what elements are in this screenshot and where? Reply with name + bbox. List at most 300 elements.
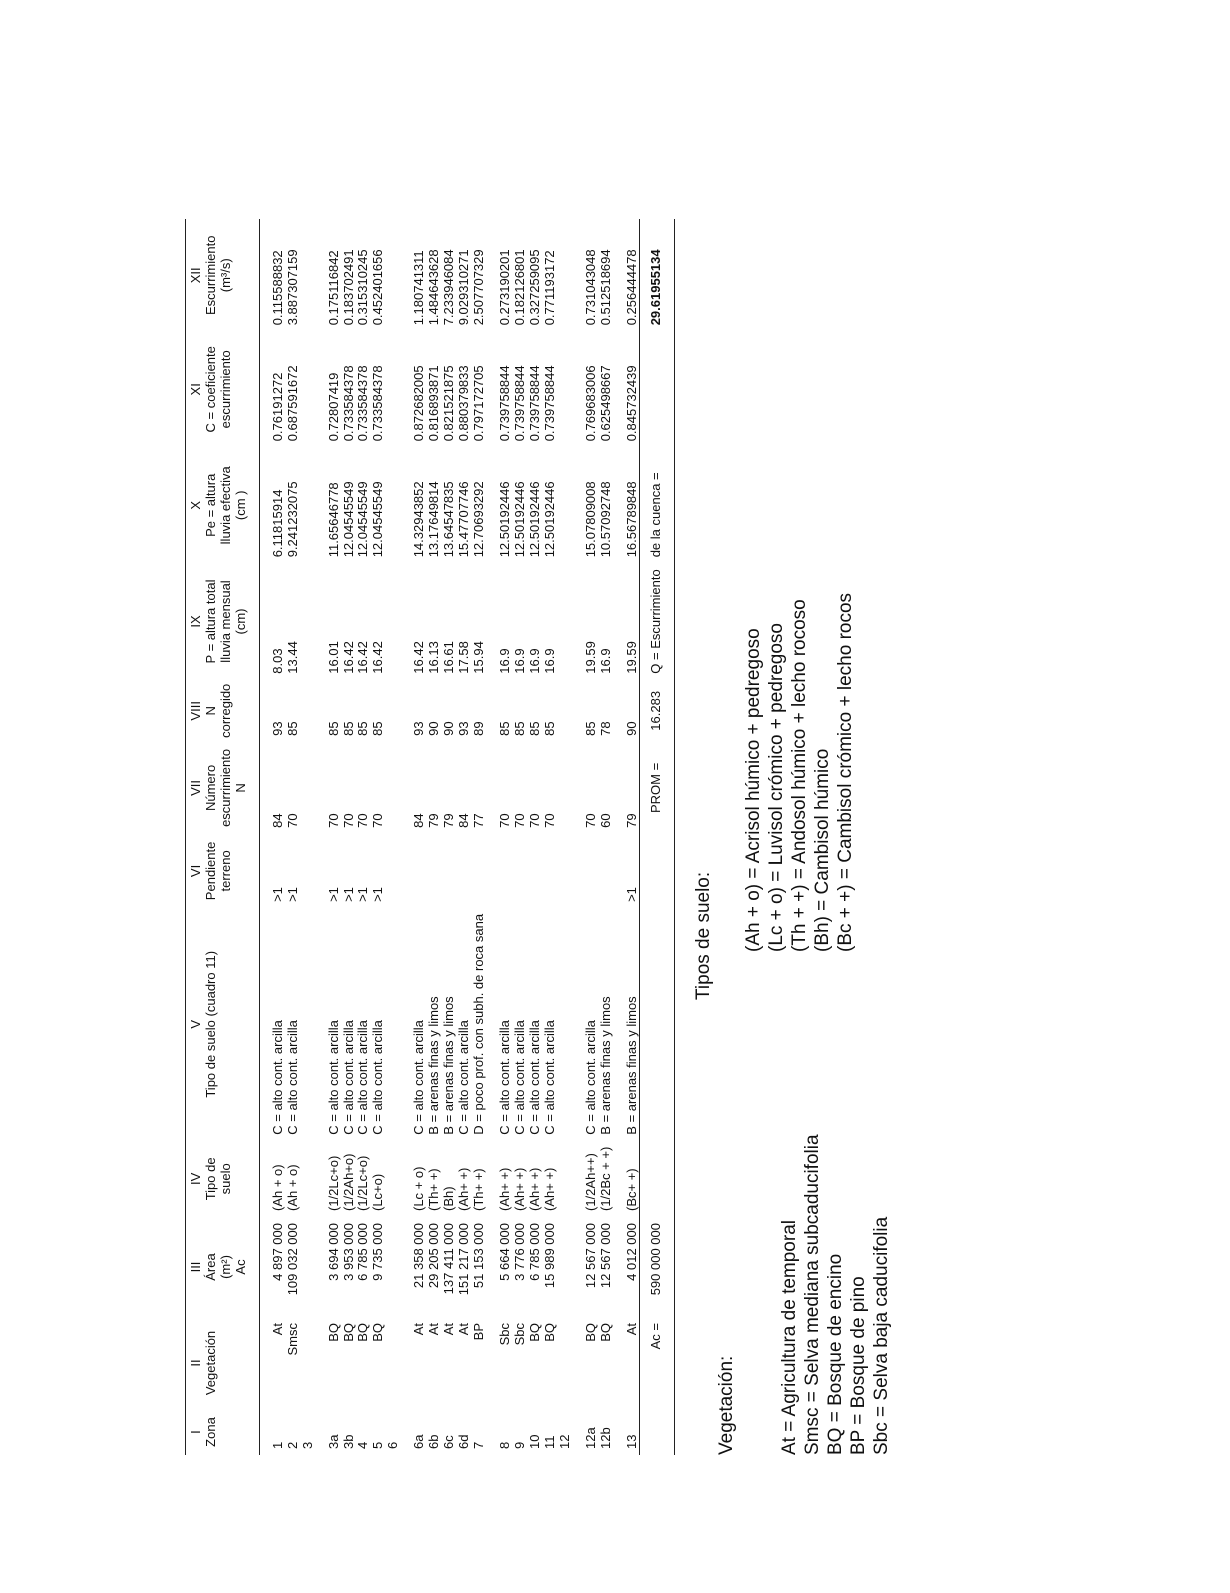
table-cell: BQ [582, 1323, 598, 1342]
group-spacer [614, 219, 625, 1455]
vegetation-legend-item: BQ = Bosque de encino [825, 1253, 847, 1455]
table-cell [386, 1217, 401, 1317]
table-cell: 0.771193172 [541, 250, 557, 326]
table-cell: 3.887307159 [284, 249, 300, 326]
table-cell: 70 [355, 813, 371, 828]
table-cell: 16.42 [411, 641, 427, 674]
legends [693, 155, 997, 1455]
table-cell: C = alto cont. arcilla [496, 1020, 512, 1135]
table-cell: 1 [269, 1441, 285, 1449]
table-cell: 70 [526, 813, 542, 828]
table-cell: 0.115588832 [269, 250, 285, 326]
table-cell: (1/2Bc + +) [597, 1146, 613, 1211]
table-cell: >1 [355, 887, 371, 902]
header-line: escurrimiento [217, 350, 233, 429]
table-cell: D = poco prof. con subh. de roca sana [471, 913, 486, 1135]
table-cell: 6.11815914 [269, 489, 285, 558]
table-cell: At [269, 1323, 285, 1336]
table-cell: 17.58 [456, 641, 472, 674]
table-cell: BQ [370, 1323, 386, 1342]
table-cell [498, 834, 513, 908]
table-cell: 70 [340, 813, 356, 828]
table-row [442, 219, 457, 1455]
table-cell: 85 [582, 721, 598, 736]
table-cell: 70 [325, 813, 341, 828]
table-cell: 29 205 000 [426, 1223, 442, 1289]
table-row [327, 219, 342, 1455]
table-cell: 16.42 [370, 641, 386, 674]
table-row [386, 219, 401, 1455]
table-cell: C = alto cont. arcilla [269, 1020, 285, 1135]
table-cell: 12.04545549 [355, 481, 371, 558]
table-cell: 9.241232075 [284, 481, 300, 558]
header-line: IX [188, 615, 203, 628]
table-cell: 77 [471, 813, 486, 828]
table-cell: 0.821521875 [441, 365, 457, 442]
header-line: V [188, 1019, 203, 1029]
table-cell [427, 834, 442, 908]
header-line: P = altura total [202, 579, 218, 664]
header-line: II [188, 1359, 203, 1367]
soil-legend-title: Tipos de suelo: [693, 871, 715, 1000]
table-cell: 19.59 [623, 641, 639, 674]
column-header [186, 908, 260, 1141]
table-cell: C = alto cont. arcilla [355, 1020, 371, 1135]
vegetation-legend-item: BP = Bosque de pino [848, 1276, 870, 1455]
header-line: Tipo de suelo (cuadro 11) [202, 950, 218, 1098]
table-cell: 0.816893871 [426, 365, 442, 442]
header-line: Pendiente [202, 841, 218, 901]
header-line: Zona [202, 1417, 218, 1447]
table-cell: 89 [471, 721, 486, 736]
table-row [528, 219, 543, 1455]
table-cell: 0.452401656 [370, 249, 386, 326]
table-cell: 85 [340, 721, 356, 736]
table-cell: 0.733584378 [355, 365, 371, 442]
table-cell: 4 012 000 [623, 1223, 639, 1281]
soil-legend [692, 593, 857, 1000]
table-cell [457, 834, 472, 908]
table-row [584, 219, 599, 1455]
header-line: (cm) [232, 608, 248, 635]
header-line: VII [188, 779, 203, 796]
table-cell [301, 219, 316, 331]
header-line: lluvia mensual [217, 580, 233, 663]
header-line: Número [202, 764, 218, 812]
table-row [286, 219, 301, 1455]
table-cell: 70 [541, 813, 557, 828]
table-cell: 0.79717270​5 [471, 365, 486, 442]
ac-label: Ac = [640, 1317, 675, 1455]
table-row [412, 219, 427, 1455]
table-cell: Sbc [496, 1323, 512, 1346]
table-cell: 16.9 [597, 648, 613, 674]
table-cell: 0.739758844 [496, 365, 512, 442]
table-cell: 11 [541, 1435, 557, 1449]
group-spacer [316, 219, 327, 1455]
table-cell [386, 680, 401, 742]
table-cell: 0.845732439 [623, 365, 639, 442]
table-cell [558, 742, 573, 834]
table-cell: 13.64547835 [441, 481, 457, 558]
table-row [472, 219, 487, 1455]
table-cell [301, 742, 316, 834]
table-cell: 0.739758844 [511, 365, 527, 442]
table-cell: 8.03 [269, 648, 285, 674]
table-cell: 12 [556, 1434, 572, 1449]
table-cell [558, 834, 573, 908]
table-cell: 16.9 [511, 648, 527, 674]
table-cell: >1 [623, 887, 639, 902]
table-cell: 12.50192446 [541, 481, 557, 558]
table-cell: 0.72807419 [325, 372, 341, 442]
table-cell: 85 [496, 721, 512, 736]
table-cell: 0.872682005 [411, 365, 427, 442]
table-cell: 10 [526, 1434, 542, 1449]
table-cell [442, 834, 457, 908]
table-cell: 6d [456, 1434, 472, 1449]
table-cell: Smsc [284, 1323, 300, 1356]
table-row [301, 219, 316, 1455]
ac-total: 590 000 000 [640, 1217, 675, 1317]
table-cell: 78 [597, 721, 613, 736]
table-cell: 15.94 [471, 641, 486, 674]
table-cell: C = alto cont. arcilla [340, 1020, 356, 1135]
header-line: (m²) [217, 1255, 233, 1279]
table-row [599, 219, 614, 1455]
soil-legend-item: (Th + +) = Andosol húmico + lecho rocoso [789, 599, 811, 952]
table-cell: 151 217 000 [456, 1223, 472, 1296]
table-cell: (Th+ +) [471, 1168, 486, 1211]
table-cell: 0.733584378 [370, 365, 386, 442]
q-total: 29.61955134 [640, 219, 675, 331]
table-cell: 12.50192446 [511, 481, 527, 558]
table-cell: 6 785 000 [355, 1223, 371, 1281]
table-cell: 0.512518694 [597, 249, 613, 326]
table-cell: 93 [456, 721, 472, 736]
table-cell: 11.65646778 [325, 482, 341, 558]
header-line: C = coeficiente [202, 346, 218, 433]
header-line: VIII [188, 701, 203, 721]
table-cell: 15.07809008 [582, 481, 598, 558]
table-cell: 6 785 000 [526, 1223, 542, 1281]
table-cell: (1/2Lc+o) [325, 1155, 341, 1211]
table-cell [301, 1317, 316, 1409]
table-cell [558, 447, 573, 563]
table-cell [386, 742, 401, 834]
table-cell: 5 664 000 [496, 1223, 512, 1281]
table-cell: 5 [370, 1441, 386, 1449]
table-cell [558, 680, 573, 742]
header-line: III [188, 1261, 203, 1273]
table-cell: At [456, 1323, 472, 1336]
header-line: I [188, 1430, 203, 1434]
table-cell: BQ [541, 1323, 557, 1342]
table-cell: 15 989 000 [541, 1223, 557, 1289]
table-cell [386, 563, 401, 679]
table-cell: 4 [355, 1441, 371, 1449]
vegetation-legend-item: Sbc = Selva baja caducifolia [871, 1216, 893, 1455]
table-cell [599, 834, 614, 908]
table-cell: 85 [526, 721, 542, 736]
column-header [186, 1217, 260, 1317]
table-row [498, 219, 513, 1455]
table-cell: 2.507707329 [471, 249, 486, 326]
table-cell: 12.50192446 [496, 481, 512, 558]
table-cell: B = arenas finas y limos [426, 996, 442, 1135]
table-cell: 85 [284, 721, 300, 736]
table-cell [301, 834, 316, 908]
column-header [186, 447, 260, 563]
table-cell: (1/2Ah++) [582, 1153, 598, 1211]
column-header [186, 331, 260, 447]
soil-legend-item: (Bh) = Cambisol húmico [812, 748, 834, 952]
table-body [259, 219, 640, 1455]
table-cell: 0.175116842 [325, 250, 341, 326]
header-line: XI [188, 383, 203, 396]
table-cell: 7 [471, 1441, 486, 1449]
table-cell: 90 [426, 721, 442, 736]
table-cell: 15.47707746 [456, 481, 472, 558]
table-cell [558, 331, 573, 447]
table-header-row [186, 219, 260, 1455]
column-header [186, 742, 260, 834]
table-cell: 0.327259095 [526, 249, 542, 326]
table-cell: 0.625498667 [597, 365, 613, 442]
table-cell [301, 563, 316, 679]
header-line: Tipo de [202, 1157, 218, 1201]
table-cell: BQ [597, 1323, 613, 1342]
table-cell [386, 1317, 401, 1409]
table-cell: 16.01 [325, 641, 341, 674]
table-cell [386, 219, 401, 331]
table-cell: C = alto cont. arcilla [456, 1020, 472, 1135]
table-cell: 85 [370, 721, 386, 736]
table-cell: (1/2Ah+o) [340, 1153, 356, 1211]
table-cell: 6c [441, 1435, 457, 1449]
table-cell: C = alto cont. arcilla [511, 1020, 527, 1135]
table-cell [301, 447, 316, 563]
table-cell: 12 567 000 [582, 1223, 598, 1289]
header-line: N [202, 706, 218, 716]
table-cell: 8 [496, 1441, 512, 1449]
table-cell: 4 897 000 [269, 1223, 285, 1281]
table-row [371, 219, 386, 1455]
prom-label: PROM = [640, 742, 675, 834]
table-cell: 0.731043048 [582, 249, 598, 326]
table-cell: 16.61 [441, 641, 457, 674]
table-cell: (Ah+ +) [526, 1167, 542, 1211]
table-cell: C = alto cont. arcilla [411, 1020, 427, 1135]
table-cell: 16.9 [496, 648, 512, 674]
table-cell [558, 219, 573, 331]
column-header [186, 1317, 260, 1409]
table-cell: 60 [597, 813, 613, 828]
table-cell: 84 [456, 813, 472, 828]
table-cell: C = alto cont. arcilla [582, 1020, 598, 1135]
table-cell [513, 834, 528, 908]
table-cell: C = alto cont. arcilla [370, 1020, 386, 1135]
header-line: Ac [232, 1259, 248, 1275]
table-cell: At [623, 1323, 639, 1336]
table-cell [558, 908, 573, 1141]
table-cell: 0.739758844 [541, 365, 557, 442]
header-line: escurrimiento [217, 748, 233, 827]
table-cell: 7.233946084 [441, 249, 457, 326]
table-cell: 79 [441, 813, 457, 828]
table-cell [301, 1141, 316, 1217]
table-cell: 12b [597, 1427, 613, 1449]
table-cell [386, 908, 401, 1141]
soil-legend-item: (Ah + o) = Acrisol húmico + pedregoso [743, 628, 765, 952]
table-cell: (Ah + o) [284, 1164, 300, 1211]
table-cell: 93 [411, 721, 427, 736]
table-cell: 12 567 000 [597, 1223, 613, 1289]
table-cell: 70 [496, 813, 512, 828]
column-header [186, 1141, 260, 1217]
header-line: Escurrimiento [202, 235, 218, 316]
table-cell: 3b [340, 1434, 356, 1449]
table-cell: 1.180741311 [411, 250, 427, 326]
header-line: X [188, 500, 203, 510]
totals-row [640, 219, 675, 1455]
table-row [543, 219, 558, 1455]
table-cell: 12.50192446 [526, 481, 542, 558]
table-cell: 85 [325, 721, 341, 736]
table-row [427, 219, 442, 1455]
table-cell [386, 447, 401, 563]
table-row [271, 219, 286, 1455]
column-header [186, 219, 260, 331]
table-cell: 9 [511, 1441, 527, 1449]
table-cell: BQ [526, 1323, 542, 1342]
column-header [186, 834, 260, 908]
table-cell: 12a [582, 1427, 598, 1449]
table-cell: 137 411 000 [441, 1223, 457, 1295]
table-cell [558, 1317, 573, 1409]
table-cell: 90 [623, 721, 639, 736]
table-cell: C = alto cont. arcilla [526, 1020, 542, 1135]
table-cell: C = alto cont. arcilla [284, 1020, 300, 1135]
table-cell: 9 735 000 [370, 1223, 386, 1281]
table-cell: 90 [441, 721, 457, 736]
table-cell: 70 [582, 813, 598, 828]
column-header [186, 680, 260, 742]
header-line: N [232, 783, 248, 793]
table-cell: >1 [370, 887, 386, 902]
table-cell: 3 776 000 [511, 1223, 527, 1281]
table-cell: 16.56789848 [623, 481, 639, 558]
table-cell: 6 [385, 1441, 401, 1449]
table-cell: 12.04545549 [340, 481, 356, 558]
table-cell: 16.13 [426, 641, 442, 674]
header-line: terreno [217, 850, 233, 892]
header-line: XII [188, 267, 203, 284]
table-cell: BQ [325, 1323, 341, 1342]
table-cell: 16.42 [355, 641, 371, 674]
table-cell: 21 358 000 [411, 1223, 427, 1289]
table-cell [301, 331, 316, 447]
group-spacer [573, 219, 584, 1455]
table-cell: 0.733584378 [340, 365, 356, 442]
table-cell: 0.76191272 [269, 372, 285, 442]
table-cell [543, 834, 558, 908]
soil-legend-item: (Bc + +) = Cambisol crómico + lecho rocos [835, 592, 857, 952]
table-cell: 85 [511, 721, 527, 736]
table-row [342, 219, 357, 1455]
table-cell [301, 680, 316, 742]
table-cell: 3 [299, 1441, 315, 1449]
table-cell: >1 [325, 887, 341, 902]
table-cell: 0.769683006 [582, 365, 598, 442]
table-cell: 3a [325, 1434, 341, 1449]
table-row [513, 219, 528, 1455]
table-cell: 16.9 [526, 648, 542, 674]
table-cell: 0.687591672 [284, 365, 300, 442]
table-cell [558, 1141, 573, 1217]
table-cell: 2 [284, 1441, 300, 1449]
header-line: lluvia efectiva [217, 466, 233, 545]
table-cell: B = arenas finas y limos [623, 996, 639, 1135]
header-line: corregido [217, 683, 233, 738]
table-cell: (Ah+ +) [511, 1167, 527, 1211]
column-header [186, 563, 260, 679]
table-cell: 3 694 000 [325, 1223, 341, 1281]
header-line: Vegetación [202, 1330, 218, 1396]
table-cell: (Ah+ +) [456, 1167, 472, 1211]
table-cell: 79 [426, 813, 442, 828]
table-cell [472, 834, 487, 908]
table-cell: 85 [355, 721, 371, 736]
table-cell: 0.315310245 [355, 249, 371, 326]
q-label: Q = Escurrimiento [640, 563, 675, 679]
table-cell: 0.739758844 [526, 365, 542, 442]
table-cell: 70 [511, 813, 527, 828]
header-line: IV [188, 1172, 203, 1185]
table-cell: 16.9 [541, 648, 557, 674]
table-cell [301, 908, 316, 1141]
table-cell: C = alto cont. arcilla [325, 1020, 341, 1135]
q-label-2: de la cuenca = [640, 447, 675, 563]
table-cell: BQ [340, 1323, 356, 1342]
runoff-table [185, 219, 675, 1455]
table-cell: 12.70693292 [471, 481, 486, 558]
column-header [186, 1409, 260, 1455]
table-cell [386, 834, 401, 908]
table-cell: Sbc [511, 1323, 527, 1346]
table-cell: B = arenas finas y limos [597, 996, 613, 1135]
table-cell: BP [471, 1323, 486, 1341]
soil-legend-item: (Lc + o) = Luvisol crómico + pedregoso [766, 623, 788, 952]
table-cell: (Lc+o) [370, 1173, 386, 1211]
table-cell: 70 [284, 813, 300, 828]
table-cell [558, 1217, 573, 1317]
header-line: (m³/s) [217, 258, 233, 293]
table-cell: 109 032 000 [284, 1223, 300, 1296]
header-line: Pe = altura [202, 473, 218, 537]
header-line: Área [202, 1253, 218, 1281]
table-cell: C = alto cont. arcilla [541, 1020, 557, 1135]
vegetation-legend-item: Smsc = Selva mediana subcaducifolia [802, 1134, 824, 1455]
table-cell: 12.04545549 [370, 481, 386, 558]
table-cell: 84 [269, 813, 285, 828]
table-cell: At [411, 1323, 427, 1336]
table-cell [412, 834, 427, 908]
table-cell: 13 [623, 1434, 639, 1449]
table-cell: 1.484643628 [426, 249, 442, 326]
table-cell: 6a [411, 1434, 427, 1449]
vegetation-legend-title: Vegetación: [716, 1355, 738, 1455]
